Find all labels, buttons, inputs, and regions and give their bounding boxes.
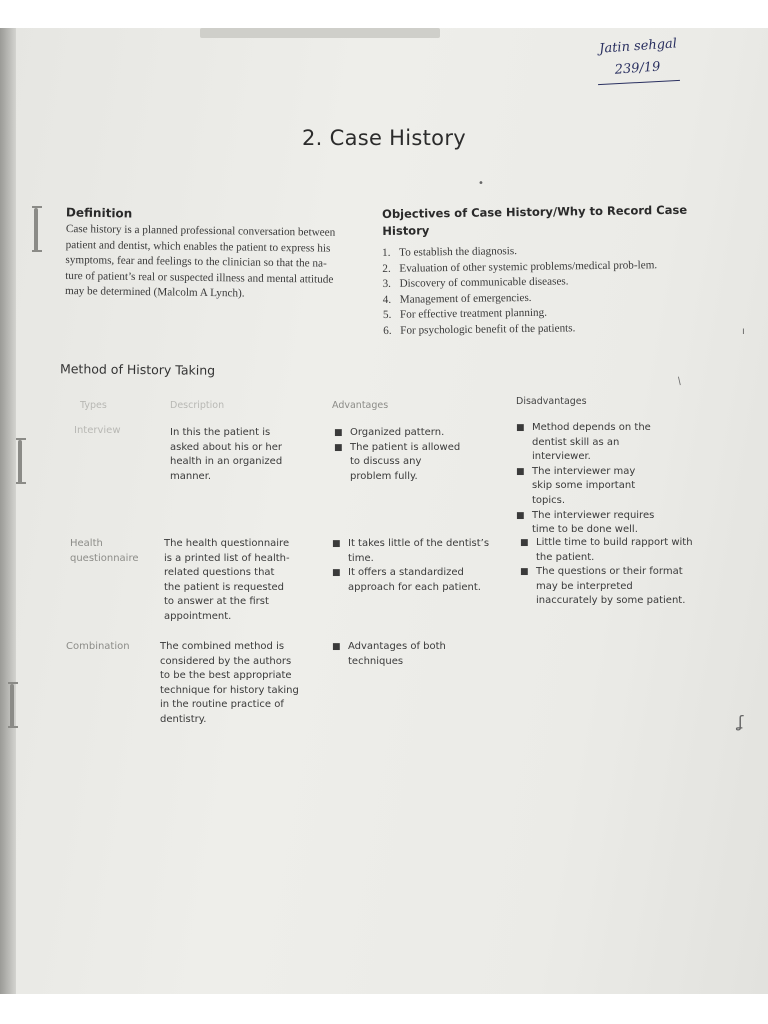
objective-number: 2. xyxy=(382,262,391,275)
list-item: ■ Organized pattern. xyxy=(334,426,464,441)
list-item: ■ The questions or their format may be interpreted inaccurately by some patient. xyxy=(520,565,695,609)
page-edge-shadow xyxy=(0,28,16,994)
definition-line: ture of patient’s real or suspected illness and mental attitude xyxy=(65,269,334,286)
disadvantage-text: Little time to build rapport with the patient. xyxy=(536,537,693,563)
disadvantage-text: The questions or their format may be interpreted inaccurately by some patient. xyxy=(536,566,686,607)
table-row-method: Interview xyxy=(74,425,121,436)
disadvantage-text: The interviewer requires time to be done well. xyxy=(532,509,655,536)
advantage-text: It takes little of the dentist’s time. xyxy=(348,538,490,564)
definition-line: Case history is a planned professional conversation between xyxy=(65,222,336,239)
pen-tick-mark: ı xyxy=(742,326,745,337)
list-item: ■ The interviewer requires time to be done well. xyxy=(516,509,656,538)
pen-stroke-mark: / xyxy=(675,375,684,388)
list-item: ■ The patient is allowed to discuss any problem fully. xyxy=(334,441,464,485)
objective-number: 4. xyxy=(382,293,392,306)
torn-top-edge xyxy=(200,28,440,38)
objective-number: 5. xyxy=(382,309,392,322)
objective-text: Evaluation of other systemic problems/medical prob-lem. xyxy=(399,258,658,275)
definition-line: patient and dentist, which enables the patient to express his xyxy=(65,238,331,255)
table-row-disadvantages xyxy=(516,421,656,538)
table-row-method: Combination xyxy=(66,641,130,652)
definition-line: may be determined (Malcolm A Lynch). xyxy=(64,284,245,300)
table-row-disadvantages xyxy=(520,536,695,609)
objectives-heading: Objectives of Case History/Why to Record Case History xyxy=(382,202,688,238)
page-title: 2. Case History xyxy=(302,126,466,150)
definition-line: symptoms, fear and feelings to the clinician so that the na- xyxy=(65,253,327,270)
signature-name: Jatin sehgal xyxy=(598,36,678,57)
advantage-text: The patient is allowed to discuss any problem fully. xyxy=(350,441,461,482)
pen-scribble-mark: ʆ xyxy=(738,712,744,731)
objective-number: 3. xyxy=(382,278,392,291)
pen-dot-mark: • xyxy=(478,178,484,189)
objectives-list xyxy=(382,242,683,340)
disadvantage-text: Method depends on the dentist skill as an interviewer. xyxy=(532,422,651,463)
advantage-text: Advantages of both techniques xyxy=(348,641,446,667)
handwritten-signature xyxy=(599,33,680,82)
list-item: ■ The interviewer may skip some important topics. xyxy=(516,465,656,509)
objective-number: 6. xyxy=(383,324,392,337)
table-row-description: The combined method is considered by the authors to be the best appropriate technique for history taking in the routine practice of dentistry. xyxy=(160,641,299,725)
objective-text: Discovery of communicable diseases. xyxy=(399,275,569,290)
list-item: ■ Advantages of both techniques xyxy=(332,640,462,669)
objective-text: For psychologic benefit of the patients. xyxy=(400,322,576,337)
table-row-advantages xyxy=(332,537,492,595)
definition-heading: Definition xyxy=(65,205,133,221)
list-item: ■ Method depends on the dentist skill as an interviewer. xyxy=(516,421,656,465)
list-item: ■ It takes little of the dentist’s time. xyxy=(332,537,492,566)
table-row-advantages xyxy=(334,426,464,484)
objective-text: For effective treatment planning. xyxy=(399,307,548,322)
table-row-method: Health questionnaire xyxy=(70,538,139,564)
objective-text: To establish the diagnosis. xyxy=(399,245,518,259)
objective-number: 1. xyxy=(382,246,391,259)
table-row-description: In this the patient is asked about his or her health in an organized manner. xyxy=(170,427,283,482)
disadvantage-text: The interviewer may skip some important topics. xyxy=(532,465,636,506)
method-heading: Method of History Taking xyxy=(59,361,216,378)
table-header-advantages: Advantages xyxy=(332,400,389,411)
table-header-description: Description xyxy=(170,400,225,411)
table-row-description: The health questionnaire is a printed list of health-related questions that the patient is requested to answer at the first appointment. xyxy=(164,538,290,622)
signature-date: 239/19 xyxy=(614,59,661,78)
table-header-disadvantages: Disadvantages xyxy=(516,396,587,407)
objective-text: Management of emergencies. xyxy=(399,291,532,306)
list-item: ■ It offers a standardized approach for each patient. xyxy=(332,566,492,595)
advantage-text: Organized pattern. xyxy=(350,427,445,438)
definition-text xyxy=(65,222,368,304)
table-row-advantages xyxy=(332,640,462,669)
table-header-method: Types xyxy=(80,400,107,411)
list-item: ■ Little time to build rapport with the patient. xyxy=(520,536,695,565)
advantage-text: It offers a standardized approach for each patient. xyxy=(348,567,481,593)
